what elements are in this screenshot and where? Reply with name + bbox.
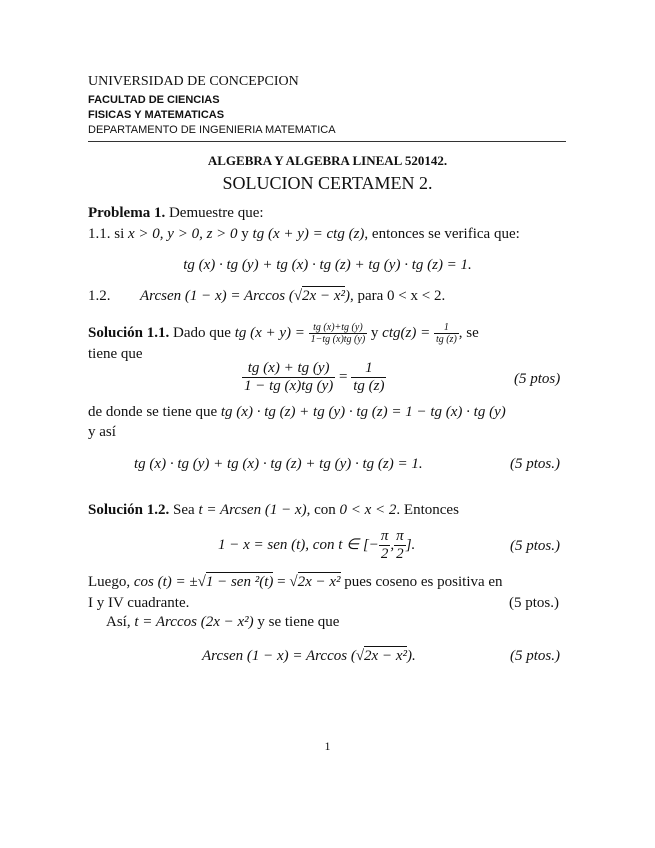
solution-text: Dado que: [173, 324, 231, 341]
solution-1-1-line-1: [88, 322, 479, 345]
identity-equation: tg (x) · tg (y) + tg (x) · tg (z) + tg (y) · tg (z) = 1.: [183, 257, 472, 273]
solution-text: =: [277, 574, 286, 590]
fraction-denominator: 1 − tg (x)tg (y): [244, 378, 334, 394]
problem-item-1: [88, 226, 520, 243]
solution-range: 0 < x < 2: [339, 502, 397, 518]
solution-text: . Entonces: [396, 502, 459, 518]
course-title: ALGEBRA Y ALGEBRA LINEAL 520142.: [207, 153, 448, 168]
solution-1-2-line-3: I y IV cuadrante.: [88, 595, 190, 611]
big-fraction-equation: [242, 360, 386, 395]
points-label: (5 ptos.): [510, 456, 560, 472]
equation-text: ,: [390, 536, 395, 553]
item-condition: x > 0, y > 0, z > 0: [128, 226, 238, 242]
solution-1-1-line-3: [88, 404, 506, 421]
fraction: [379, 528, 391, 563]
equation-text: ).: [406, 648, 416, 664]
item-number: 1.1.: [88, 226, 111, 242]
fraction-numerator: tg (x) + tg (y): [242, 360, 335, 378]
fraction-denominator: 2: [396, 546, 404, 562]
problem-label: Problema 1.: [88, 205, 166, 221]
sqrt-symbol: √: [355, 648, 365, 664]
university-name: UNIVERSIDAD DE CONCEPCION: [88, 74, 299, 89]
item-equation: tg (x + y) = ctg (z): [252, 226, 365, 242]
solution-label: Solución 1.1.: [88, 324, 170, 341]
equation-text: 1 − x = sen (t), con t ∈ [−: [218, 536, 379, 553]
points-label: (5 ptos): [514, 371, 561, 387]
department-name: DEPARTAMENTO DE INGENIERIA MATEMATICA: [88, 124, 336, 136]
fraction-numerator: 1: [351, 360, 386, 378]
fraction-numerator: 1: [434, 322, 459, 334]
exam-title: SOLUCION CERTAMEN 2.: [222, 173, 433, 193]
item-text: si: [114, 226, 125, 242]
sqrt-symbol: √: [289, 574, 298, 590]
solution-equation: ctg(z) =: [382, 324, 431, 341]
problem-heading: [88, 205, 264, 222]
solution-text: , se: [458, 324, 479, 341]
solution-text: de donde se tiene que: [88, 404, 218, 420]
problem-item-2: [88, 288, 445, 305]
equation-text: ].: [405, 536, 416, 553]
fraction-numerator: π: [380, 528, 389, 544]
faculty-line-1: FACULTAD DE CIENCIAS: [88, 94, 220, 106]
solution-text: y se tiene que: [257, 614, 340, 630]
solution-1-1-line-2: tiene que: [88, 346, 143, 362]
fraction: [242, 360, 335, 395]
points-label: (5 ptos.): [510, 648, 560, 664]
solution-1-2-line-2: [88, 574, 503, 591]
solution-text: Así,: [106, 614, 131, 630]
item-text: y: [241, 226, 249, 242]
solution-1-2-line-4: [106, 614, 339, 631]
points-label: (5 ptos.): [509, 595, 559, 611]
solution-equation: tg (x + y) =: [234, 324, 305, 341]
sqrt-symbol: √: [293, 288, 303, 304]
solution-equation: t = Arcsen (1 − x): [198, 502, 307, 518]
solution-1-2-line-1: [88, 502, 459, 519]
item-equation: Arcsen (1 − x) = Arccos (: [140, 288, 294, 304]
sin-equation: [218, 528, 415, 563]
fraction: [309, 322, 368, 345]
sqrt-argument: 2x − x²: [297, 574, 341, 590]
fraction-denominator: 2: [380, 546, 389, 562]
item-text: , para 0 < x < 2.: [349, 288, 446, 304]
sqrt-argument: 2x − x²: [364, 648, 407, 664]
solution-equation: t = Arccos (2x − x²): [134, 614, 254, 630]
item-text: , entonces se verifica que:: [364, 226, 520, 242]
page-number: 1: [324, 739, 331, 753]
final-equation: [202, 648, 416, 665]
sqrt-argument: 1 − sen ²(t): [205, 574, 274, 590]
fraction-numerator: tg (x)+tg (y): [309, 322, 368, 334]
final-identity: tg (x) · tg (y) + tg (x) · tg (z) + tg (y) · tg (z) = 1.: [134, 456, 423, 472]
solution-label: Solución 1.2.: [88, 502, 170, 518]
solution-equation: cos (t) = ±: [133, 574, 198, 590]
faculty-line-2: FISICAS Y MATEMATICAS: [88, 109, 225, 121]
fraction: [351, 360, 386, 395]
sqrt-symbol: √: [197, 574, 206, 590]
solution-text: pues coseno es positiva en: [344, 574, 503, 590]
problem-intro: Demuestre que:: [168, 205, 264, 221]
solution-text: Sea: [173, 502, 195, 518]
fraction-denominator: 1−tg (x)tg (y): [310, 334, 366, 345]
fraction-denominator: tg (z): [353, 378, 385, 394]
fraction-denominator: tg (z): [435, 334, 457, 345]
solution-text: , con: [306, 502, 336, 518]
fraction: [434, 322, 459, 345]
item-equation-close: ): [344, 288, 350, 304]
solution-text: Luego,: [88, 574, 131, 590]
solution-text: y: [370, 324, 379, 341]
solution-1-1-line-4: y así: [88, 424, 116, 440]
equals-sign: =: [339, 368, 348, 385]
solution-equation: tg (x) · tg (z) + tg (y) · tg (z) = 1 − tg (x) · tg (y): [220, 404, 506, 420]
fraction-numerator: π: [396, 528, 404, 544]
fraction: [394, 528, 406, 563]
points-label: (5 ptos.): [510, 538, 560, 554]
item-number: 1.2.: [88, 288, 111, 304]
equation-text: Arcsen (1 − x) = Arccos (: [202, 648, 356, 664]
header-rule: [88, 141, 566, 142]
sqrt-argument: 2x − x²: [302, 288, 345, 304]
